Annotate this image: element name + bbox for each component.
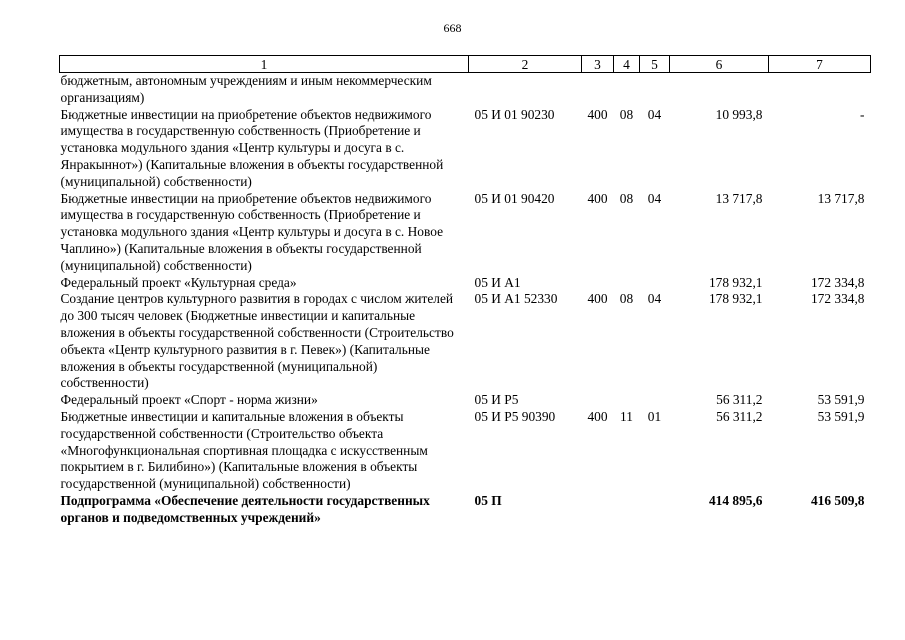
header-col-1: 1 bbox=[60, 56, 469, 73]
row-name: Бюджетные инвестиции и капитальные вложения в объекты государственной собственности (Строительство объекта «Многофункциональная спортивная площадка с искусственным покрытием в г. Билибино») (Капитальные вложения в объекты государственной (муниципальной) собственности) bbox=[60, 408, 428, 492]
header-row bbox=[60, 56, 871, 73]
row-col-3 bbox=[582, 493, 614, 527]
header-col-4: 4 bbox=[614, 56, 640, 73]
row-name: Бюджетные инвестиции на приобретение объектов недвижимого имущества в государственную собственность (Приобретение и установка модульного здания «Центр культуры и досуга в с. Новое Чаплино») (Капитальные вложения в объекты государственной (муниципальной) собственности) bbox=[60, 190, 444, 273]
header-col-5: 5 bbox=[640, 56, 670, 73]
row-amount-7 bbox=[769, 73, 871, 107]
row-col-3 bbox=[582, 275, 614, 292]
row-name: Федеральный проект «Культурная среда» bbox=[60, 274, 297, 290]
row-col-3: 400 bbox=[587, 106, 608, 122]
row-col-4 bbox=[614, 493, 640, 527]
row-col-3 bbox=[582, 392, 614, 409]
table-row bbox=[60, 291, 871, 392]
row-code: 05 И Р5 90390 bbox=[474, 408, 556, 424]
row-col-4 bbox=[614, 73, 640, 107]
row-amount-6: 178 932,1 bbox=[708, 274, 763, 290]
row-code: 05 И Р5 bbox=[474, 392, 519, 408]
budget-table bbox=[59, 55, 871, 527]
row-code bbox=[469, 73, 582, 107]
header-col-2: 2 bbox=[469, 56, 582, 73]
row-col-3: 400 bbox=[587, 190, 608, 206]
row-col-5 bbox=[640, 275, 670, 292]
row-amount-6: 178 932,1 bbox=[708, 291, 763, 307]
header-col-6: 6 bbox=[670, 56, 769, 73]
row-name: Подпрограмма «Обеспечение деятельности государственных органов и подведомственных учреждений» bbox=[60, 492, 430, 525]
header-col-3: 3 bbox=[582, 56, 614, 73]
row-name: Создание центров культурного развития в городах с числом жителей до 300 тысяч человек (Бюджетные инвестиции и капитальные вложения в объекты государственной собственности (Строительство объекта «Центр культурного развития в г. Певек») (Капитальные вложения в объекты государственной (муниципальной) собственности) bbox=[60, 291, 454, 391]
row-code: 05 И 01 90420 bbox=[474, 190, 555, 206]
row-col-3: 400 bbox=[587, 408, 608, 424]
row-col-5 bbox=[640, 493, 670, 527]
page-number: 668 bbox=[443, 21, 462, 35]
row-amount-7: 172 334,8 bbox=[810, 291, 865, 307]
row-amount-7: 53 591,9 bbox=[817, 392, 865, 408]
row-code: 05 И А1 52330 bbox=[474, 291, 558, 307]
row-name: Федеральный проект «Спорт - норма жизни» bbox=[60, 392, 318, 408]
row-amount-7: 53 591,9 bbox=[817, 408, 865, 424]
row-amount-7: - bbox=[860, 106, 865, 122]
row-amount-6: 414 895,6 bbox=[708, 492, 763, 508]
row-col-4: 11 bbox=[620, 408, 633, 424]
row-col-4 bbox=[614, 275, 640, 292]
row-amount-7: 13 717,8 bbox=[817, 190, 865, 206]
row-name: Бюджетные инвестиции на приобретение объектов недвижимого имущества в государственную собственность (Приобретение и установка модульного здания «Центр культуры и досуга в с. Янракыннот») (Капитальные вложения в объекты государственной (муниципальной) собственности) bbox=[60, 106, 444, 189]
subprogram-row bbox=[60, 493, 871, 527]
row-code: 05 И 01 90230 bbox=[474, 106, 555, 122]
row-amount-6: 10 993,8 bbox=[715, 106, 763, 122]
row-amount-7: 416 509,8 bbox=[810, 492, 865, 508]
row-amount-7: 172 334,8 bbox=[810, 274, 865, 290]
table-row bbox=[60, 275, 871, 292]
row-amount-6: 13 717,8 bbox=[715, 190, 763, 206]
table-row bbox=[60, 392, 871, 409]
table-row bbox=[60, 73, 871, 107]
row-amount-6: 56 311,2 bbox=[716, 408, 763, 424]
row-col-3 bbox=[582, 73, 614, 107]
table-row bbox=[60, 191, 871, 275]
row-col-4 bbox=[614, 392, 640, 409]
row-col-4: 08 bbox=[619, 190, 634, 206]
row-col-3: 400 bbox=[587, 291, 608, 307]
row-col-5: 04 bbox=[647, 106, 662, 122]
row-col-5: 04 bbox=[647, 291, 662, 307]
row-amount-6 bbox=[670, 73, 769, 107]
row-col-5 bbox=[640, 392, 670, 409]
row-col-5: 04 bbox=[647, 190, 662, 206]
row-col-5: 01 bbox=[647, 408, 662, 424]
table-row bbox=[60, 409, 871, 493]
row-code: 05 И А1 bbox=[474, 274, 521, 290]
row-col-4: 08 bbox=[619, 106, 634, 122]
header-col-7: 7 bbox=[769, 56, 871, 73]
row-code: 05 П bbox=[474, 492, 502, 508]
table-row bbox=[60, 107, 871, 191]
row-name: бюджетным, автономным учреждениям и иным некоммерческим организациям) bbox=[60, 73, 432, 105]
row-amount-6: 56 311,2 bbox=[716, 392, 763, 408]
row-col-4: 08 bbox=[619, 291, 634, 307]
row-col-5 bbox=[640, 73, 670, 107]
